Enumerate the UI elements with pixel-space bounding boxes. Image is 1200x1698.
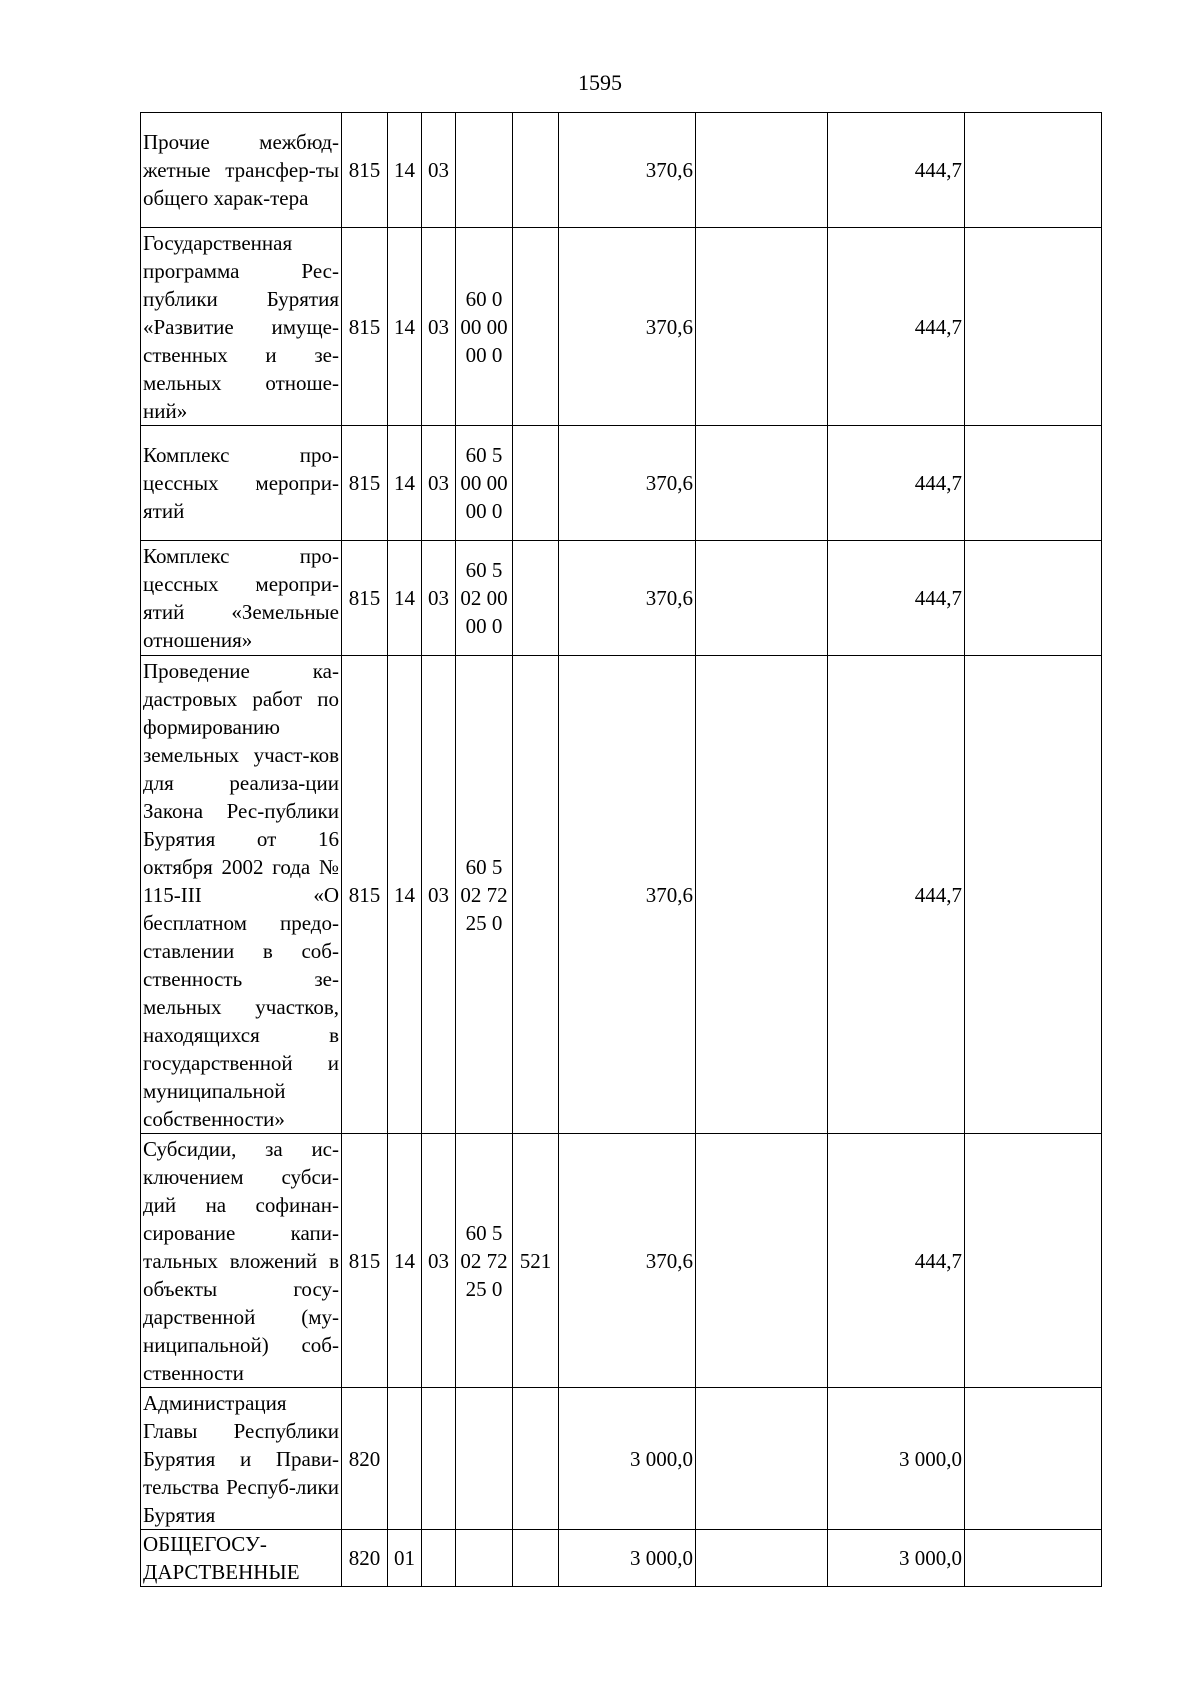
row-rz: 14 [388, 541, 422, 656]
row-gr: 815 [342, 113, 388, 228]
table-row [141, 113, 1102, 228]
row-rz: 14 [388, 113, 422, 228]
row-csr [456, 1388, 513, 1530]
page-number: 1595 [578, 70, 622, 95]
row-extra1 [696, 1388, 828, 1530]
row-sum2: 444,7 [828, 656, 965, 1134]
row-extra1 [696, 228, 828, 426]
row-sum1: 370,6 [559, 541, 696, 656]
row-rz: 01 [388, 1530, 422, 1587]
row-vr [513, 1388, 559, 1530]
row-gr: 820 [342, 1530, 388, 1587]
row-sum2: 444,7 [828, 541, 965, 656]
row-sum1: 3 000,0 [559, 1530, 696, 1587]
row-vr [513, 228, 559, 426]
row-pr: 03 [422, 656, 456, 1134]
row-pr [422, 1388, 456, 1530]
row-vr [513, 426, 559, 541]
row-extra1 [696, 113, 828, 228]
row-sum1: 370,6 [559, 656, 696, 1134]
row-sum1: 370,6 [559, 113, 696, 228]
row-rz: 14 [388, 1134, 422, 1388]
table-row [141, 541, 1102, 656]
row-extra2 [965, 656, 1102, 1134]
row-csr [456, 1530, 513, 1587]
table-row [141, 656, 1102, 1134]
row-sum1: 370,6 [559, 228, 696, 426]
row-sum1: 370,6 [559, 426, 696, 541]
row-extra2 [965, 1388, 1102, 1530]
row-csr: 60 5 02 0000 0 [456, 541, 513, 656]
row-gr: 815 [342, 541, 388, 656]
row-sum2: 444,7 [828, 426, 965, 541]
row-rz: 14 [388, 426, 422, 541]
row-sum1: 3 000,0 [559, 1388, 696, 1530]
table-row [141, 1134, 1102, 1388]
row-gr: 820 [342, 1388, 388, 1530]
row-extra1 [696, 426, 828, 541]
table-row [141, 426, 1102, 541]
row-extra1 [696, 656, 828, 1134]
row-csr: 60 5 02 7225 0 [456, 1134, 513, 1388]
row-name: Прочие межбюд-жетные трансфер-ты общего харак-тера [141, 113, 342, 228]
table-row [141, 228, 1102, 426]
row-csr: 60 5 02 7225 0 [456, 656, 513, 1134]
row-vr [513, 113, 559, 228]
row-sum2: 444,7 [828, 113, 965, 228]
row-pr [422, 1530, 456, 1587]
row-gr: 815 [342, 228, 388, 426]
row-csr: 60 0 00 0000 0 [456, 228, 513, 426]
row-extra1 [696, 1530, 828, 1587]
budget-table [140, 112, 1102, 1587]
row-name: Субсидии, за ис-ключением субси-дий на софинан-сирование капи-тальных вложений в объекты госу-дарственной (му-ниципальной) соб-ственности [141, 1134, 342, 1388]
row-extra2 [965, 1530, 1102, 1587]
row-sum2: 3 000,0 [828, 1530, 965, 1587]
row-pr: 03 [422, 1134, 456, 1388]
row-extra2 [965, 228, 1102, 426]
row-vr [513, 656, 559, 1134]
table-row [141, 1530, 1102, 1587]
row-sum2: 444,7 [828, 1134, 965, 1388]
row-pr: 03 [422, 113, 456, 228]
row-sum1: 370,6 [559, 1134, 696, 1388]
row-pr: 03 [422, 228, 456, 426]
row-csr: 60 5 00 0000 0 [456, 426, 513, 541]
row-gr: 815 [342, 1134, 388, 1388]
row-sum2: 3 000,0 [828, 1388, 965, 1530]
row-name: ОБЩЕГОСУ-ДАРСТВЕННЫЕ [141, 1530, 342, 1587]
row-vr: 521 [513, 1134, 559, 1388]
row-sum2: 444,7 [828, 228, 965, 426]
row-extra2 [965, 113, 1102, 228]
row-name: Проведение ка-дастровых работ по формированию земельных участ-ков для реализа-ции Закона Рес-публики Бурятия от 16 октября 2002 года № 115-III «О бесплатном предо-ставлении в соб-ственность зе-мельных участков, находящихся в государственной и муниципальной собственности» [141, 656, 342, 1134]
row-extra2 [965, 541, 1102, 656]
row-extra2 [965, 1134, 1102, 1388]
row-pr: 03 [422, 541, 456, 656]
row-name: Комплекс про-цессных меропри-ятий [141, 426, 342, 541]
row-name: Комплекс про-цессных меропри-ятий «Земельные отношения» [141, 541, 342, 656]
row-gr: 815 [342, 426, 388, 541]
row-rz: 14 [388, 228, 422, 426]
row-extra1 [696, 541, 828, 656]
row-name: Государственная программа Рес-публики Бурятия «Развитие имуще-ственных и зе-мельных отноше-ний» [141, 228, 342, 426]
row-extra1 [696, 1134, 828, 1388]
row-extra2 [965, 426, 1102, 541]
row-name: Администрация Главы Республики Бурятия и Прави-тельства Респуб-лики Бурятия [141, 1388, 342, 1530]
row-pr: 03 [422, 426, 456, 541]
table-row [141, 1388, 1102, 1530]
row-vr [513, 1530, 559, 1587]
row-gr: 815 [342, 656, 388, 1134]
row-vr [513, 541, 559, 656]
row-rz: 14 [388, 656, 422, 1134]
row-rz [388, 1388, 422, 1530]
row-csr [456, 113, 513, 228]
